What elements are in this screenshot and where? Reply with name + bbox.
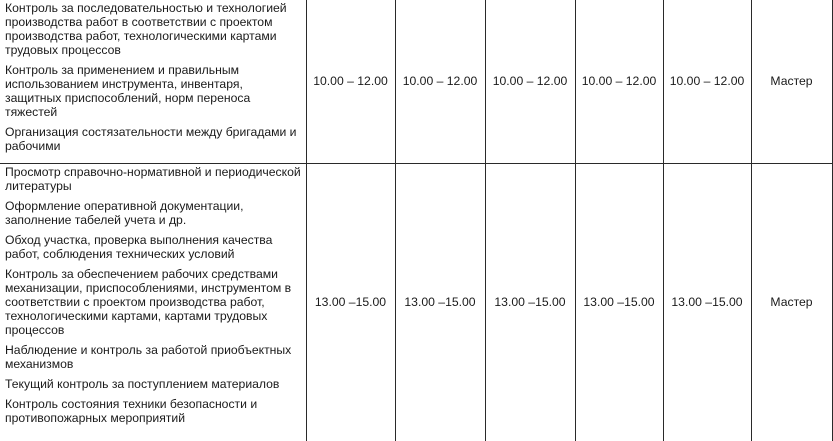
task-item: Контроль за обеспечением рабочих средствами механизации, приспособлениями, инструментом в соответствии с проектом производства работ, технологическими картами, картами трудовых процессов <box>5 266 292 337</box>
tasks-cell <box>0 163 306 441</box>
task-item: Наблюдение и контроль за работой приобъектных механизмов <box>5 342 292 371</box>
tasks-cell <box>0 0 306 163</box>
time-cell: 10.00 – 12.00 <box>575 0 663 163</box>
task-item: Обход участка, проверка выполнения качества работ, соблюдения технических условий <box>5 232 273 261</box>
table-row <box>0 0 832 163</box>
task-item: Организация состязательности между бригадами и рабочими <box>5 125 297 153</box>
task-item: Текущий контроль за поступлением материалов <box>5 376 280 391</box>
task-item: Контроль состояния техники безопасности и противопожарных мероприятий <box>5 396 258 425</box>
time-cell: 13.00 –15.00 <box>306 163 395 441</box>
table-row <box>0 163 832 441</box>
time-cell: 10.00 – 12.00 <box>306 0 395 163</box>
time-cell: 13.00 –15.00 <box>663 163 751 441</box>
time-cell: 10.00 – 12.00 <box>395 0 485 163</box>
time-cell: 10.00 – 12.00 <box>663 0 751 163</box>
task-item: Оформление оперативной документации, заполнение табелей учета и др. <box>5 198 244 227</box>
time-cell: 13.00 –15.00 <box>485 163 575 441</box>
task-item: Просмотр справочно-нормативной и периодической литературы <box>5 164 301 193</box>
time-cell: 10.00 – 12.00 <box>485 0 575 163</box>
time-cell: 13.00 –15.00 <box>395 163 485 441</box>
responsible-cell: Мастер <box>751 0 832 163</box>
time-cell: 13.00 –15.00 <box>575 163 663 441</box>
task-item: Контроль за последовательностью и технологией производства работ в соответствии с проектом производства работ, технологическими картами трудовых процессов <box>5 1 287 57</box>
task-item: Контроль за применением и правильным использованием инструмента, инвентаря, защитных приспособлений, норм переноса тяжестей <box>5 63 251 119</box>
responsible-cell: Мастер <box>751 163 832 441</box>
